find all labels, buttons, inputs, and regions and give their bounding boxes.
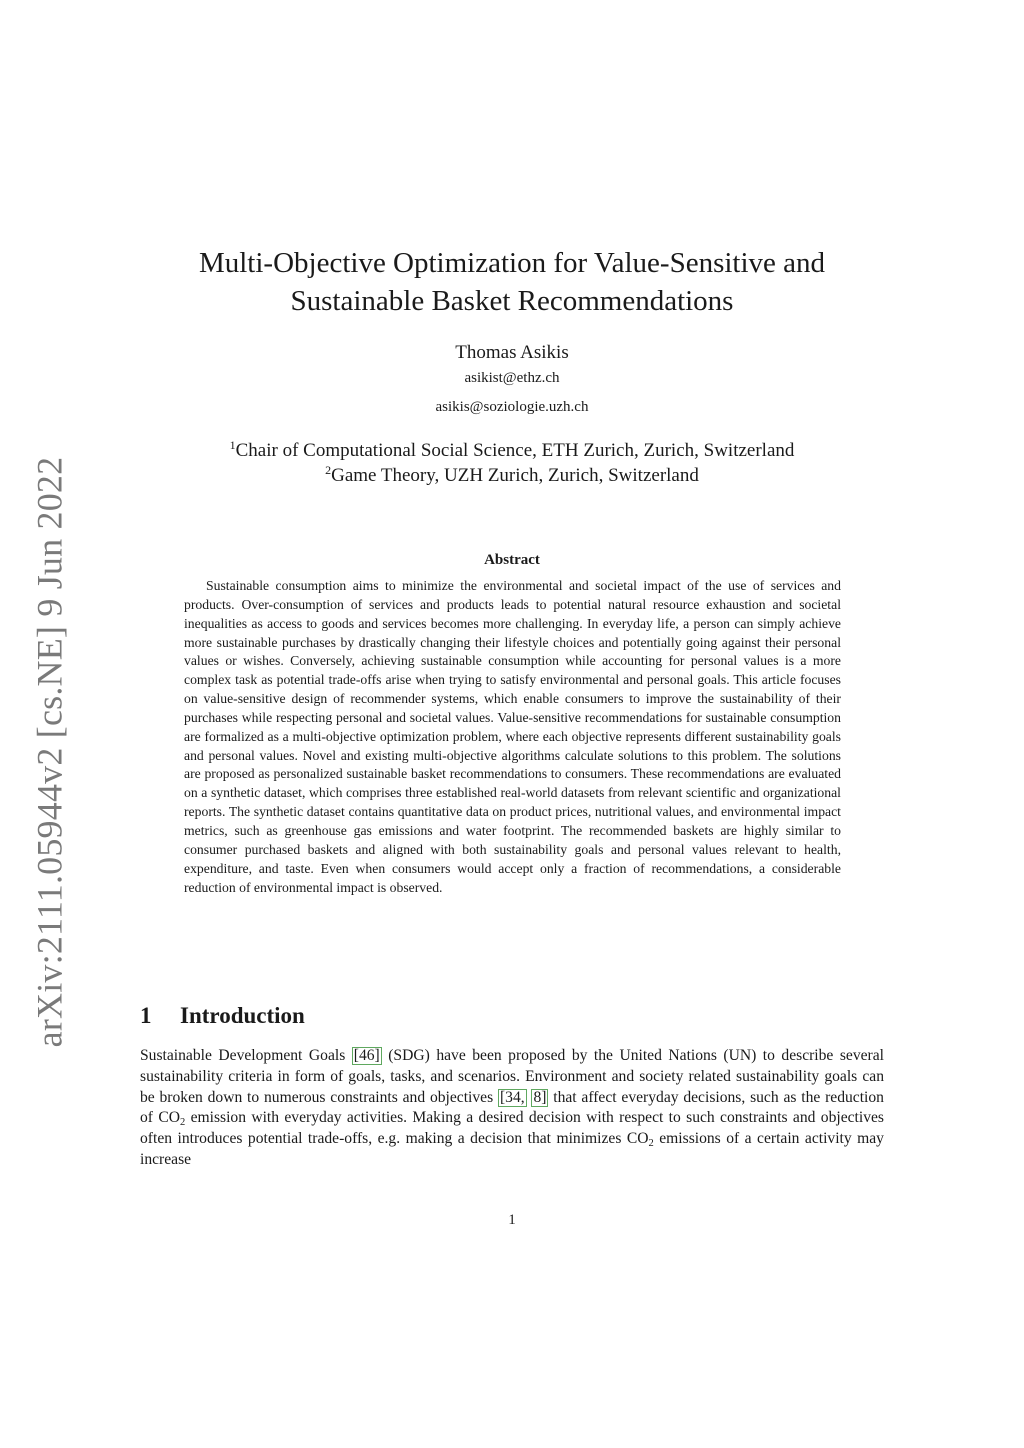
intro-text-segment-5: emissions of a certain activity may increase [140,1130,884,1168]
author-email-2: asikis@soziologie.uzh.ch [435,399,589,415]
affiliation-2 [140,463,884,488]
arxiv-identifier-stamp [26,456,72,1048]
paper-title [140,244,884,320]
affiliation-2-text: Game Theory, UZH Zurich, Zurich, Switzerland [331,465,699,486]
subscript-2-a: 2 [179,1117,186,1129]
introduction-paragraph [140,1046,884,1171]
author-name: Thomas Asikis [455,342,569,363]
arxiv-identifier-text: arXiv:2111.05944v2 [cs.NE] 9 Jun 2022 [29,456,70,1048]
section-title: Introduction [180,1003,305,1028]
citation-link-34[interactable]: [34, [499,1088,525,1106]
affiliation-1-mark: 1 [229,438,236,452]
affiliations [140,438,884,488]
page-number: 1 [508,1212,516,1228]
affiliation-1-text: Chair of Computational Social Science, ETH Zurich, Zurich, Switzerland [235,440,795,461]
intro-text-segment-3: that affect everyday decisions, such as the reduction of CO [140,1088,884,1127]
intro-text-segment-1: Sustainable Development Goals [140,1047,352,1064]
citation-link-46[interactable]: [46] [353,1047,380,1064]
affiliation-2-mark: 2 [325,463,332,477]
affiliation-1 [140,438,884,463]
citation-link-8[interactable]: 8] [533,1088,547,1106]
author-email-1: asikist@ethz.ch [464,370,560,386]
abstract-heading: Abstract [484,552,540,568]
section-heading-introduction [140,1000,884,1032]
abstract-text: Sustainable consumption aims to minimize the environmental and societal impact of the use of services and products. Over-consumption of services and products leads to potential natural resource exhaustion and societal inequalities as access to goods and services becomes more challenging. In everyday life, a person can simply achieve more sustainable purchases by drastically changing their lifestyle choices and potentially going against their personal values or wishes. Conversely, achieving sustainable consumption while accounting for personal values is a more complex task as potential trade-offs arise when trying to satisfy environmental and personal goals. This article focuses on value-sensitive design of recommender systems, which enable consumers to improve the sustainability of their purchases while respecting personal and societal values. Value-sensitive recommendations for sustainable consumption are formalized as a multi-objective optimization problem, where each objective represents different sustainability goals and personal values. Novel and existing multi-objective algorithms calculate solutions to this problem. The solutions are proposed as personalized sustainable basket recommendations to consumers. These recommendations are evaluated on a synthetic dataset, which comprises three established real-world datasets from relevant scientific and organizational reports. The synthetic dataset contains quantitative data on product prices, nutritional values, and environmental impact metrics, such as greenhouse gas emissions and water footprint. The recommended baskets are highly similar to consumer purchased baskets and aligned with both sustainability goals and personal values relevant to health, expenditure, and taste. Even when consumers would accept only a fraction of recommendations, a considerable reduction of environmental impact is observed. [184,578,841,895]
intro-text-segment-4: emission with everyday activities. Making a desired decision with respect to such constraints and objectives often introduces potential trade-offs, e.g. making a decision that minimizes CO [140,1109,884,1148]
paper-title-line-2: Sustainable Basket Recommendations [290,285,734,317]
paper-title-line-1: Multi-Objective Optimization for Value-Sensitive and [198,247,826,279]
subscript-2-b: 2 [648,1138,654,1150]
section-number: 1 [140,1003,152,1028]
intro-text-segment-2: (SDG) have been proposed by the United Nations (UN) to describe several sustainability criteria in form of goals, tasks, and scenarios. Environment and society related sustainability goals can be broken down to numerous constraints and objectives [140,1047,885,1106]
